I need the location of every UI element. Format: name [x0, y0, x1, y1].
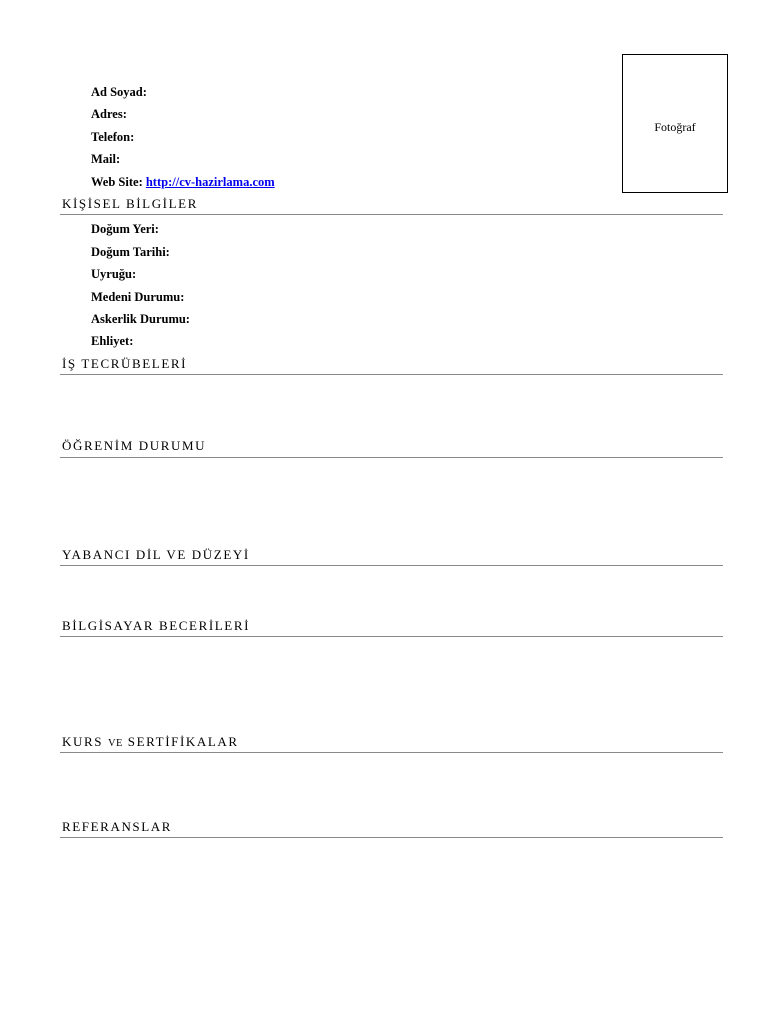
name-label: Ad Soyad:: [91, 85, 147, 99]
section-courses-heading: [62, 734, 239, 750]
military-status-label: Askerlik Durumu:: [91, 312, 190, 326]
phone-label: Telefon:: [91, 130, 135, 144]
website-label: Web Site:: [91, 175, 143, 189]
section-divider: [60, 752, 723, 753]
marital-status-label: Medeni Durumu:: [91, 290, 185, 304]
birthdate-label: Doğum Tarihi:: [91, 245, 170, 259]
section-divider: [60, 636, 723, 637]
courses-heading-part2: SERTİFİKALAR: [127, 734, 239, 749]
section-education-heading: ÖĞRENİM DURUMU: [62, 438, 207, 453]
section-language-heading: YABANCI DİL VE DÜZEYİ: [62, 547, 250, 562]
section-experience-heading: İŞ TECRÜBELERİ: [62, 356, 188, 371]
section-divider: [60, 374, 723, 375]
photo-box: [622, 54, 728, 193]
license-label: Ehliyet:: [91, 334, 134, 348]
section-divider: [60, 565, 723, 566]
birthplace-label: Doğum Yeri:: [91, 222, 159, 236]
section-personal-heading: KİŞİSEL BİLGİLER: [62, 196, 198, 211]
section-divider: [60, 837, 723, 838]
section-divider: [60, 457, 723, 458]
mail-label: Mail:: [91, 152, 121, 166]
section-divider: [60, 214, 723, 215]
address-label: Adres:: [91, 107, 127, 121]
nationality-label: Uyruğu:: [91, 267, 137, 281]
website-row: [91, 175, 275, 190]
photo-label: Fotoğraf: [654, 120, 696, 134]
courses-heading-part1: KURS: [62, 734, 104, 749]
section-references-heading: REFERANSLAR: [62, 819, 173, 834]
section-computer-heading: BİLGİSAYAR BECERİLERİ: [62, 618, 251, 633]
website-link[interactable]: http://cv-hazirlama.com: [145, 175, 275, 189]
courses-heading-ve: VE: [107, 738, 123, 749]
